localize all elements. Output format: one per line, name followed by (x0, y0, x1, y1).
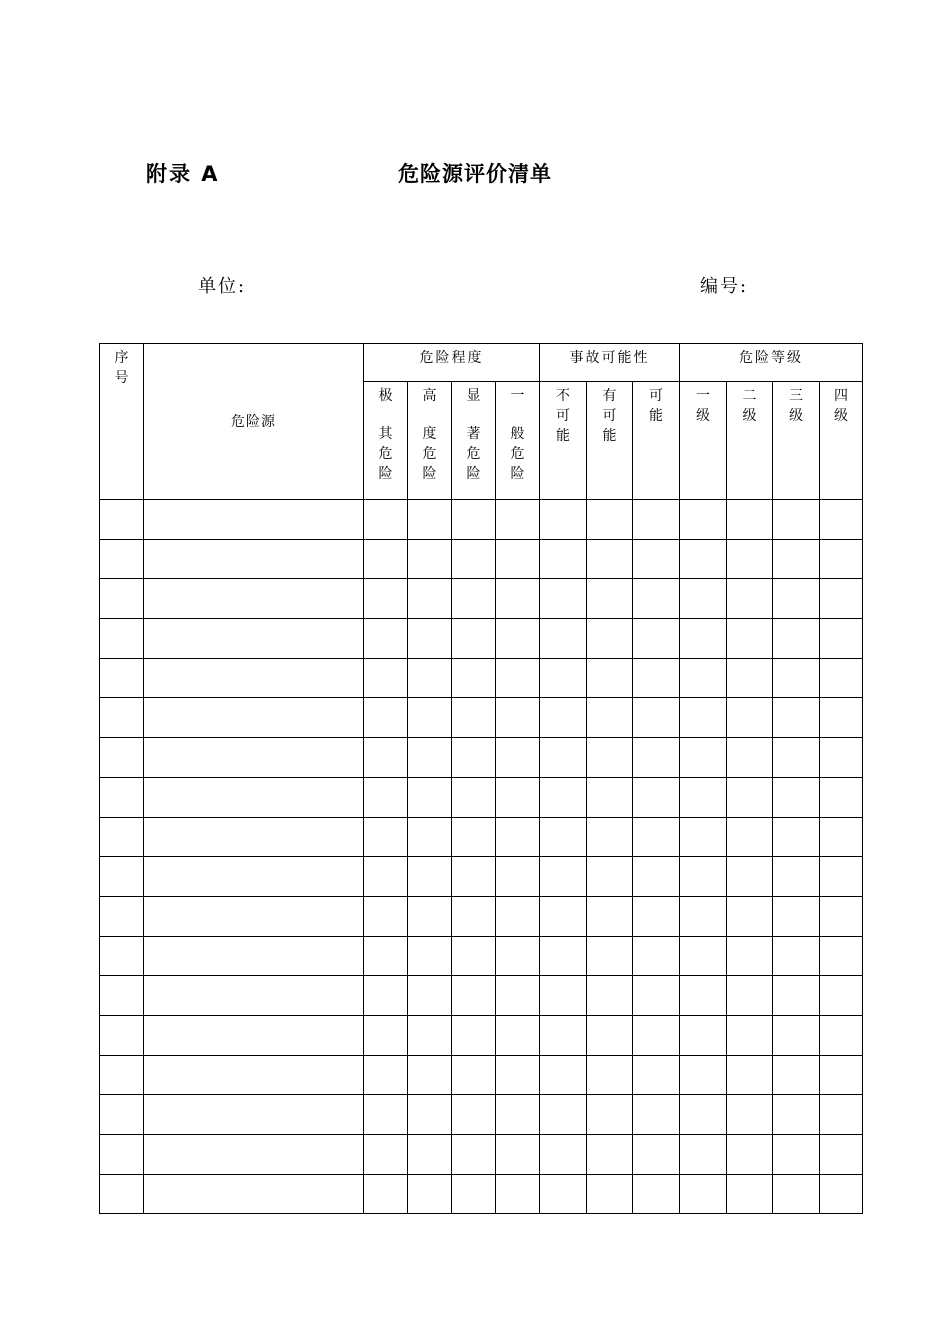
cell-mark[interactable] (496, 698, 540, 738)
cell-mark[interactable] (496, 1015, 540, 1055)
table-row (100, 539, 863, 579)
cell-mark[interactable] (496, 579, 540, 619)
cell-mark[interactable] (820, 619, 863, 659)
cell-seq[interactable] (100, 1174, 144, 1214)
cell-source[interactable] (144, 698, 364, 738)
cell-mark[interactable] (820, 1055, 863, 1095)
possibility-likely-text: 可能 (648, 388, 663, 424)
cell-source[interactable] (144, 936, 364, 976)
cell-mark[interactable] (633, 896, 680, 936)
cell-mark[interactable] (680, 698, 727, 738)
cell-mark[interactable] (773, 936, 820, 976)
cell-mark[interactable] (452, 1135, 496, 1175)
cell-mark[interactable] (680, 936, 727, 976)
cell-mark[interactable] (680, 817, 727, 857)
cell-mark[interactable] (364, 1095, 408, 1135)
cell-mark[interactable] (727, 738, 773, 778)
degree-extreme-bottom: 其危险 (378, 426, 393, 482)
cell-mark[interactable] (680, 777, 727, 817)
cell-seq[interactable] (100, 658, 144, 698)
cell-mark[interactable] (540, 1135, 587, 1175)
table-row (100, 896, 863, 936)
cell-mark[interactable] (364, 1055, 408, 1095)
cell-mark[interactable] (820, 658, 863, 698)
cell-mark[interactable] (727, 976, 773, 1016)
cell-mark[interactable] (727, 539, 773, 579)
cell-mark[interactable] (680, 738, 727, 778)
cell-mark[interactable] (773, 1135, 820, 1175)
number-label: 编号: (700, 276, 749, 297)
cell-mark[interactable] (820, 579, 863, 619)
cell-source[interactable] (144, 817, 364, 857)
cell-mark[interactable] (633, 817, 680, 857)
cell-mark[interactable] (820, 539, 863, 579)
cell-mark[interactable] (452, 738, 496, 778)
cell-mark[interactable] (364, 579, 408, 619)
cell-mark[interactable] (408, 1095, 452, 1135)
cell-source[interactable] (144, 619, 364, 659)
cell-mark[interactable] (452, 1015, 496, 1055)
cell-mark[interactable] (408, 738, 452, 778)
cell-mark[interactable] (820, 936, 863, 976)
table-row (100, 1174, 863, 1214)
degree-notable-bottom: 著危险 (466, 426, 481, 482)
cell-mark[interactable] (727, 1095, 773, 1135)
cell-mark[interactable] (364, 658, 408, 698)
appendix-label: 附录 A (146, 162, 220, 186)
cell-mark[interactable] (496, 1174, 540, 1214)
cell-mark[interactable] (496, 857, 540, 897)
cell-mark[interactable] (540, 579, 587, 619)
cell-mark[interactable] (727, 658, 773, 698)
cell-mark[interactable] (364, 936, 408, 976)
cell-mark[interactable] (452, 976, 496, 1016)
cell-mark[interactable] (364, 539, 408, 579)
cell-mark[interactable] (773, 777, 820, 817)
cell-source[interactable] (144, 1055, 364, 1095)
cell-mark[interactable] (452, 1174, 496, 1214)
table-row (100, 1055, 863, 1095)
cell-mark[interactable] (408, 1174, 452, 1214)
header-possibility-impossible (540, 382, 587, 500)
cell-seq[interactable] (100, 579, 144, 619)
degree-general-top: 一 (510, 388, 525, 404)
cell-mark[interactable] (727, 936, 773, 976)
cell-mark[interactable] (408, 936, 452, 976)
cell-mark[interactable] (680, 619, 727, 659)
degree-extreme-top: 极 (378, 388, 393, 404)
cell-mark[interactable] (820, 857, 863, 897)
cell-mark[interactable] (496, 539, 540, 579)
cell-mark[interactable] (408, 896, 452, 936)
table-row (100, 579, 863, 619)
header-degree-high (408, 382, 452, 500)
cell-mark[interactable] (680, 1015, 727, 1055)
cell-source[interactable] (144, 1174, 364, 1214)
header-seq-text: 序号 (114, 350, 129, 386)
cell-mark[interactable] (587, 976, 633, 1016)
cell-mark[interactable] (452, 500, 496, 540)
table-row (100, 857, 863, 897)
cell-mark[interactable] (452, 579, 496, 619)
cell-mark[interactable] (633, 936, 680, 976)
cell-mark[interactable] (680, 976, 727, 1016)
cell-mark[interactable] (364, 738, 408, 778)
table-row (100, 1135, 863, 1175)
cell-mark[interactable] (540, 1015, 587, 1055)
cell-mark[interactable] (540, 976, 587, 1016)
cell-mark[interactable] (633, 539, 680, 579)
header-level-4 (820, 382, 863, 500)
cell-seq[interactable] (100, 500, 144, 540)
cell-mark[interactable] (680, 896, 727, 936)
cell-source[interactable] (144, 976, 364, 1016)
cell-seq[interactable] (100, 857, 144, 897)
header-possibility-maybe (587, 382, 633, 500)
cell-mark[interactable] (773, 1055, 820, 1095)
cell-mark[interactable] (633, 976, 680, 1016)
cell-seq[interactable] (100, 1015, 144, 1055)
cell-mark[interactable] (452, 658, 496, 698)
cell-mark[interactable] (540, 1055, 587, 1095)
header-group-possibility: 事故可能性 (540, 344, 680, 382)
cell-mark[interactable] (452, 857, 496, 897)
level-2-text: 二级 (742, 388, 757, 424)
cell-mark[interactable] (452, 698, 496, 738)
cell-source[interactable] (144, 738, 364, 778)
cell-mark[interactable] (408, 817, 452, 857)
cell-mark[interactable] (587, 698, 633, 738)
cell-mark[interactable] (408, 1135, 452, 1175)
cell-mark[interactable] (587, 896, 633, 936)
cell-mark[interactable] (680, 1095, 727, 1135)
cell-mark[interactable] (452, 619, 496, 659)
cell-mark[interactable] (633, 658, 680, 698)
cell-mark[interactable] (633, 500, 680, 540)
cell-mark[interactable] (727, 1174, 773, 1214)
cell-mark[interactable] (587, 1015, 633, 1055)
table-row (100, 658, 863, 698)
cell-mark[interactable] (364, 896, 408, 936)
cell-mark[interactable] (820, 896, 863, 936)
cell-mark[interactable] (773, 738, 820, 778)
cell-mark[interactable] (633, 777, 680, 817)
cell-mark[interactable] (540, 619, 587, 659)
table-row (100, 1095, 863, 1135)
cell-mark[interactable] (773, 1015, 820, 1055)
cell-mark[interactable] (452, 936, 496, 976)
cell-mark[interactable] (540, 777, 587, 817)
cell-mark[interactable] (633, 698, 680, 738)
cell-mark[interactable] (540, 817, 587, 857)
cell-mark[interactable] (496, 658, 540, 698)
cell-mark[interactable] (408, 539, 452, 579)
cell-seq[interactable] (100, 817, 144, 857)
header-level-3 (773, 382, 820, 500)
cell-mark[interactable] (364, 777, 408, 817)
cell-mark[interactable] (540, 539, 587, 579)
cell-mark[interactable] (680, 857, 727, 897)
cell-mark[interactable] (408, 857, 452, 897)
cell-mark[interactable] (773, 857, 820, 897)
cell-mark[interactable] (496, 896, 540, 936)
degree-high-bottom: 度危险 (422, 426, 437, 482)
cell-seq[interactable] (100, 1135, 144, 1175)
cell-source[interactable] (144, 500, 364, 540)
cell-mark[interactable] (680, 1174, 727, 1214)
cell-mark[interactable] (680, 539, 727, 579)
cell-mark[interactable] (496, 1135, 540, 1175)
cell-mark[interactable] (680, 579, 727, 619)
cell-mark[interactable] (820, 738, 863, 778)
cell-mark[interactable] (587, 857, 633, 897)
cell-seq[interactable] (100, 1095, 144, 1135)
cell-mark[interactable] (727, 817, 773, 857)
cell-mark[interactable] (680, 1135, 727, 1175)
cell-mark[interactable] (540, 500, 587, 540)
header-degree-notable (452, 382, 496, 500)
cell-mark[interactable] (364, 619, 408, 659)
cell-mark[interactable] (773, 698, 820, 738)
cell-mark[interactable] (587, 817, 633, 857)
cell-mark[interactable] (727, 1055, 773, 1095)
unit-label: 单位: (198, 276, 247, 297)
cell-source[interactable] (144, 1015, 364, 1055)
cell-mark[interactable] (633, 857, 680, 897)
cell-mark[interactable] (820, 1015, 863, 1055)
cell-mark[interactable] (408, 976, 452, 1016)
cell-mark[interactable] (727, 1135, 773, 1175)
cell-mark[interactable] (633, 619, 680, 659)
header-seq (100, 344, 144, 500)
hazard-evaluation-table (99, 343, 863, 1214)
cell-mark[interactable] (820, 1135, 863, 1175)
header-level-1 (680, 382, 727, 500)
cell-mark[interactable] (408, 1055, 452, 1095)
table-row (100, 777, 863, 817)
table-row (100, 1015, 863, 1055)
cell-mark[interactable] (452, 817, 496, 857)
table-row (100, 936, 863, 976)
header-group-level: 危险等级 (680, 344, 863, 382)
level-4-text: 四级 (833, 388, 848, 424)
cell-mark[interactable] (633, 1055, 680, 1095)
cell-mark[interactable] (680, 500, 727, 540)
cell-mark[interactable] (633, 579, 680, 619)
cell-mark[interactable] (587, 936, 633, 976)
cell-mark[interactable] (540, 738, 587, 778)
cell-mark[interactable] (820, 1174, 863, 1214)
cell-mark[interactable] (364, 976, 408, 1016)
header-source-text: 危险源 (231, 413, 276, 430)
cell-mark[interactable] (820, 817, 863, 857)
cell-mark[interactable] (633, 738, 680, 778)
cell-mark[interactable] (540, 1174, 587, 1214)
table-row (100, 817, 863, 857)
cell-mark[interactable] (496, 500, 540, 540)
cell-source[interactable] (144, 1095, 364, 1135)
degree-notable-top: 显 (466, 388, 481, 404)
cell-mark[interactable] (820, 698, 863, 738)
cell-mark[interactable] (408, 579, 452, 619)
cell-mark[interactable] (587, 738, 633, 778)
cell-mark[interactable] (452, 539, 496, 579)
cell-mark[interactable] (540, 936, 587, 976)
cell-seq[interactable] (100, 738, 144, 778)
cell-mark[interactable] (820, 1095, 863, 1135)
cell-mark[interactable] (587, 777, 633, 817)
cell-seq[interactable] (100, 896, 144, 936)
cell-mark[interactable] (496, 976, 540, 1016)
cell-mark[interactable] (727, 777, 773, 817)
cell-mark[interactable] (587, 539, 633, 579)
cell-mark[interactable] (727, 857, 773, 897)
cell-mark[interactable] (587, 1055, 633, 1095)
cell-source[interactable] (144, 1135, 364, 1175)
cell-mark[interactable] (680, 658, 727, 698)
cell-mark[interactable] (820, 976, 863, 1016)
cell-mark[interactable] (364, 1174, 408, 1214)
possibility-impossible-text: 不可能 (555, 388, 570, 444)
cell-seq[interactable] (100, 777, 144, 817)
cell-mark[interactable] (452, 1055, 496, 1095)
cell-mark[interactable] (773, 1095, 820, 1135)
table-row (100, 619, 863, 659)
cell-mark[interactable] (452, 1095, 496, 1135)
cell-mark[interactable] (364, 1135, 408, 1175)
cell-mark[interactable] (633, 1015, 680, 1055)
cell-mark[interactable] (773, 539, 820, 579)
cell-mark[interactable] (633, 1095, 680, 1135)
cell-mark[interactable] (540, 698, 587, 738)
level-1-text: 一级 (695, 388, 710, 424)
header-degree-extreme (364, 382, 408, 500)
header-degree-general (496, 382, 540, 500)
cell-mark[interactable] (820, 777, 863, 817)
cell-mark[interactable] (364, 500, 408, 540)
cell-mark[interactable] (364, 698, 408, 738)
cell-mark[interactable] (773, 896, 820, 936)
table-row (100, 500, 863, 540)
cell-mark[interactable] (408, 1015, 452, 1055)
cell-mark[interactable] (587, 1174, 633, 1214)
cell-mark[interactable] (496, 817, 540, 857)
cell-seq[interactable] (100, 698, 144, 738)
cell-mark[interactable] (773, 579, 820, 619)
cell-mark[interactable] (408, 619, 452, 659)
cell-mark[interactable] (773, 619, 820, 659)
degree-general-bottom: 般危险 (510, 426, 525, 482)
cell-mark[interactable] (408, 658, 452, 698)
cell-source[interactable] (144, 539, 364, 579)
cell-mark[interactable] (773, 658, 820, 698)
table-row (100, 698, 863, 738)
cell-mark[interactable] (540, 896, 587, 936)
cell-mark[interactable] (773, 976, 820, 1016)
cell-mark[interactable] (773, 1174, 820, 1214)
cell-mark[interactable] (727, 619, 773, 659)
cell-mark[interactable] (496, 777, 540, 817)
cell-mark[interactable] (587, 579, 633, 619)
cell-mark[interactable] (587, 1095, 633, 1135)
cell-mark[interactable] (540, 658, 587, 698)
cell-seq[interactable] (100, 1055, 144, 1095)
cell-mark[interactable] (773, 500, 820, 540)
cell-mark[interactable] (364, 857, 408, 897)
cell-mark[interactable] (364, 1015, 408, 1055)
cell-mark[interactable] (496, 619, 540, 659)
cell-seq[interactable] (100, 976, 144, 1016)
cell-mark[interactable] (587, 658, 633, 698)
cell-mark[interactable] (496, 1095, 540, 1135)
header-level-2 (727, 382, 773, 500)
cell-seq[interactable] (100, 539, 144, 579)
cell-mark[interactable] (633, 1174, 680, 1214)
degree-high-top: 高 (422, 388, 437, 404)
header-possibility-likely (633, 382, 680, 500)
possibility-maybe-text: 有可能 (602, 388, 617, 444)
cell-mark[interactable] (496, 738, 540, 778)
cell-mark[interactable] (496, 1055, 540, 1095)
header-row-groups (100, 344, 863, 382)
cell-mark[interactable] (587, 619, 633, 659)
cell-mark[interactable] (727, 698, 773, 738)
cell-mark[interactable] (727, 500, 773, 540)
cell-source[interactable] (144, 658, 364, 698)
header-group-degree: 危险程度 (364, 344, 540, 382)
cell-seq[interactable] (100, 936, 144, 976)
cell-mark[interactable] (540, 1095, 587, 1135)
table-row (100, 738, 863, 778)
level-3-text: 三级 (788, 388, 803, 424)
cell-source[interactable] (144, 579, 364, 619)
cell-mark[interactable] (587, 1135, 633, 1175)
cell-mark[interactable] (773, 817, 820, 857)
cell-source[interactable] (144, 857, 364, 897)
document-title: 危险源评价清单 (398, 162, 552, 186)
cell-source[interactable] (144, 896, 364, 936)
cell-mark[interactable] (727, 896, 773, 936)
cell-mark[interactable] (496, 936, 540, 976)
cell-mark[interactable] (587, 500, 633, 540)
cell-mark[interactable] (680, 1055, 727, 1095)
cell-source[interactable] (144, 777, 364, 817)
cell-mark[interactable] (452, 896, 496, 936)
cell-mark[interactable] (408, 777, 452, 817)
cell-mark[interactable] (452, 777, 496, 817)
cell-mark[interactable] (408, 500, 452, 540)
cell-seq[interactable] (100, 619, 144, 659)
header-source (144, 344, 364, 500)
cell-mark[interactable] (727, 1015, 773, 1055)
table-row (100, 976, 863, 1016)
cell-mark[interactable] (540, 857, 587, 897)
cell-mark[interactable] (364, 817, 408, 857)
cell-mark[interactable] (820, 500, 863, 540)
cell-mark[interactable] (633, 1135, 680, 1175)
cell-mark[interactable] (408, 698, 452, 738)
cell-mark[interactable] (727, 579, 773, 619)
